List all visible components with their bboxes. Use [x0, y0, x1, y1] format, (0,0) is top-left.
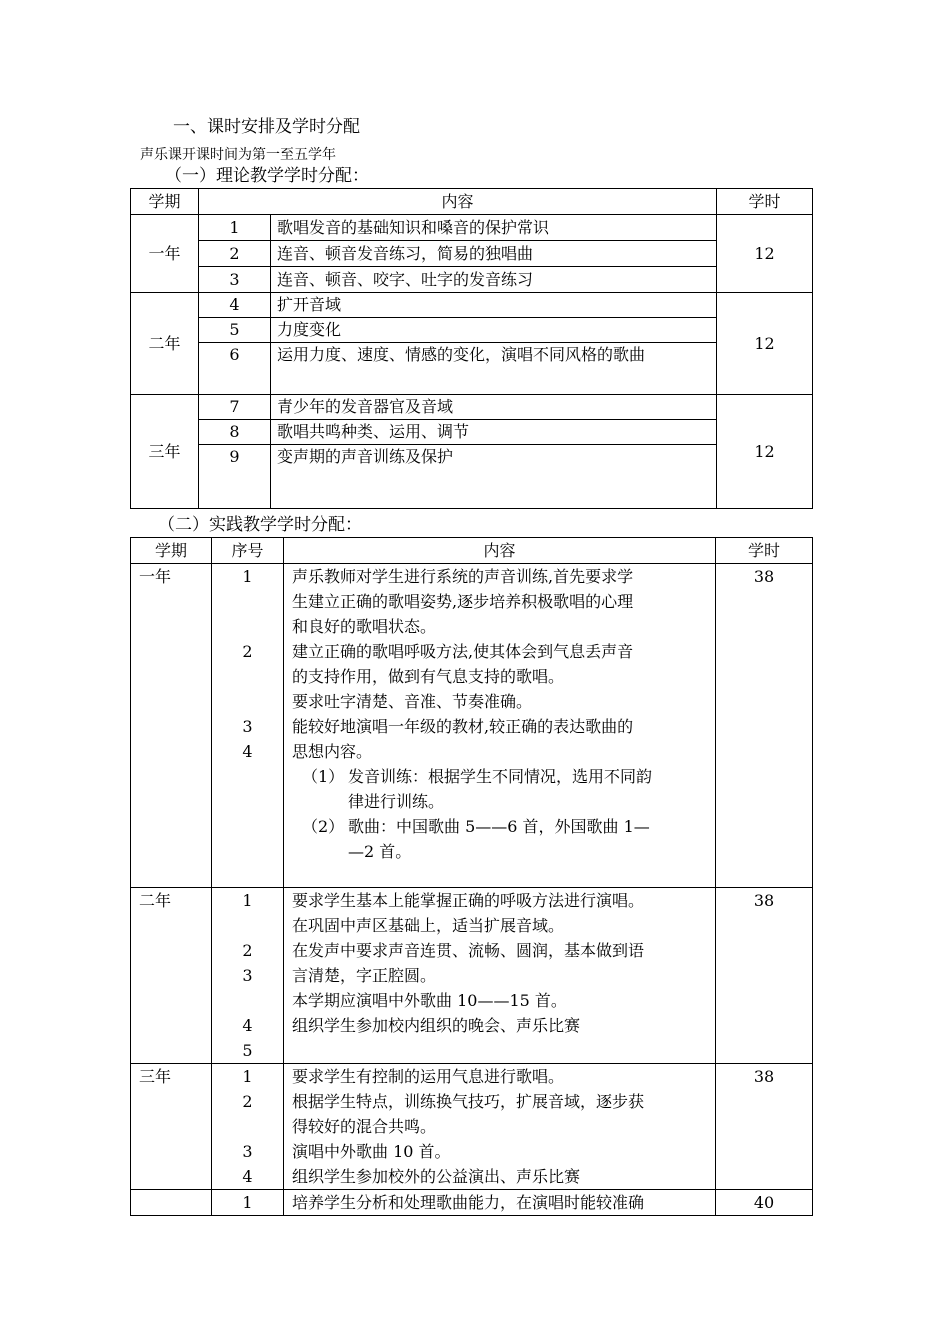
practice-table — [130, 537, 813, 1216]
content-line — [292, 1038, 711, 1063]
number-cell — [212, 1190, 284, 1216]
subitem-mark: （2） — [302, 817, 345, 836]
item-number: 9 — [199, 445, 271, 509]
item-text: 变声期的声音训练及保护 — [271, 445, 717, 509]
line-number: 2 — [242, 941, 253, 960]
content-line: 组织学生参加校外的公益演出、声乐比赛 — [292, 1167, 581, 1186]
subitem-line: 发音训练：根据学生不同情况，选用不同韵 — [348, 767, 653, 786]
content-line: 得较好的混合共鸣。 — [292, 1117, 437, 1136]
semester-cell: 一年 — [131, 215, 199, 293]
theory-header-row — [131, 189, 813, 215]
table-row — [131, 293, 813, 318]
content-line: 演唱中外歌曲 10 首。 — [292, 1142, 451, 1161]
hours-cell: 38 — [716, 564, 813, 888]
content-cell — [284, 1064, 716, 1190]
semester-cell: 二年 — [131, 293, 199, 395]
item-text: 歌唱发音的基础知识和嗓音的保护常识 — [271, 215, 717, 241]
table-row — [131, 1064, 813, 1190]
number-cell — [212, 1064, 284, 1190]
semester-cell: 三年 — [131, 1064, 212, 1190]
intro-text: 声乐课开课时间为第一至五学年 — [140, 147, 336, 163]
content-line: 要求学生基本上能掌握正确的呼吸方法进行演唱。 — [292, 891, 645, 910]
item-text: 运用力度、速度、情感的变化，演唱不同风格的歌曲 — [271, 343, 717, 395]
table-row — [131, 395, 813, 420]
line-number — [212, 913, 283, 938]
section-title: 一、课时安排及学时分配 — [173, 117, 360, 137]
content-line: 在发声中要求声音连贯、流畅、圆润，基本做到语 — [292, 941, 645, 960]
header-semester: 学期 — [131, 538, 212, 564]
header-hours: 学时 — [717, 189, 813, 215]
practice-title: （二）实践教学学时分配： — [158, 515, 362, 535]
semester-cell: 一年 — [131, 564, 212, 888]
hours-cell: 12 — [717, 215, 813, 293]
content-line: 组织学生参加校内组织的晚会、声乐比赛 — [292, 1016, 581, 1035]
semester-cell: 二年 — [131, 888, 212, 1064]
line-number: 2 — [242, 642, 253, 661]
table-row — [131, 267, 813, 293]
content-line: 言清楚，字正腔圆。 — [292, 966, 437, 985]
theory-title: （一）理论教学学时分配： — [165, 166, 369, 186]
hours-cell: 38 — [716, 888, 813, 1064]
item-number: 3 — [199, 267, 271, 293]
line-number — [212, 1114, 283, 1139]
line-number — [212, 988, 283, 1013]
content-cell — [284, 888, 716, 1064]
item-text: 青少年的发音器官及音域 — [271, 395, 717, 420]
table-row — [131, 564, 813, 888]
content-line: 的支持作用，做到有气息支持的歌唱。 — [292, 667, 565, 686]
subitem-line: —2 首。 — [348, 842, 412, 861]
subitem — [292, 814, 711, 864]
content-cell — [284, 1190, 716, 1216]
line-number: 3 — [242, 717, 253, 736]
content-line: 培养学生分析和处理歌曲能力，在演唱时能较准确 — [292, 1193, 645, 1212]
number-cell — [212, 888, 284, 1064]
line-number: 1 — [242, 1193, 253, 1212]
line-number — [212, 589, 283, 614]
subitem-mark: （1） — [302, 767, 345, 786]
content-line: 要求吐字清楚、音准、节奏准确。 — [292, 692, 533, 711]
item-number: 1 — [199, 215, 271, 241]
item-number: 4 — [199, 293, 271, 318]
table-row — [131, 888, 813, 1064]
line-number: 1 — [242, 567, 253, 586]
item-text: 连音、顿音、咬字、吐字的发音练习 — [271, 267, 717, 293]
line-number: 1 — [242, 1067, 253, 1086]
table-row — [131, 241, 813, 267]
content-line: 根据学生特点，训练换气技巧，扩展音域，逐步获 — [292, 1092, 645, 1111]
line-number: 4 — [242, 1016, 253, 1035]
line-number — [212, 614, 283, 639]
content-line: 声乐教师对学生进行系统的声音训练,首先要求学 — [292, 567, 634, 586]
item-number: 6 — [199, 343, 271, 395]
practice-header-row — [131, 538, 813, 564]
content-line: 和良好的歌唱状态。 — [292, 617, 437, 636]
line-number: 1 — [242, 891, 253, 910]
content-cell — [284, 564, 716, 888]
header-content: 内容 — [199, 189, 717, 215]
content-line: 思想内容。 — [292, 742, 373, 761]
hours-cell: 12 — [717, 395, 813, 509]
line-number: 4 — [242, 1167, 253, 1186]
hours-cell: 40 — [716, 1190, 813, 1216]
subitem-line: 律进行训练。 — [348, 792, 445, 811]
content-line: 建立正确的歌唱呼吸方法,使其体会到气息丢声音 — [292, 642, 634, 661]
number-cell — [212, 564, 284, 888]
table-row — [131, 445, 813, 509]
item-text: 歌唱共鸣种类、运用、调节 — [271, 420, 717, 445]
line-number: 5 — [242, 1041, 253, 1060]
header-semester: 学期 — [131, 189, 199, 215]
item-text: 扩开音域 — [271, 293, 717, 318]
subitem-line: 歌曲：中国歌曲 5——6 首，外国歌曲 1— — [348, 817, 650, 836]
item-number: 7 — [199, 395, 271, 420]
line-number — [212, 664, 283, 689]
content-line: 本学期应演唱中外歌曲 10——15 首。 — [292, 991, 567, 1010]
item-text: 连音、顿音发音练习，简易的独唱曲 — [271, 241, 717, 267]
table-row — [131, 215, 813, 241]
line-number: 4 — [242, 742, 253, 761]
line-number — [212, 689, 283, 714]
header-hours: 学时 — [716, 538, 813, 564]
semester-cell — [131, 1190, 212, 1216]
content-line: 在巩固中声区基础上，适当扩展音域。 — [292, 916, 565, 935]
item-number: 8 — [199, 420, 271, 445]
content-line: 生建立正确的歌唱姿势,逐步培养积极歌唱的心理 — [292, 592, 634, 611]
header-content: 内容 — [284, 538, 716, 564]
item-number: 5 — [199, 318, 271, 343]
table-row — [131, 1190, 813, 1216]
semester-cell: 三年 — [131, 395, 199, 509]
subitem — [292, 764, 711, 814]
hours-cell: 12 — [717, 293, 813, 395]
line-number: 3 — [242, 1142, 253, 1161]
item-text: 力度变化 — [271, 318, 717, 343]
content-line: 能较好地演唱一年级的教材,较正确的表达歌曲的 — [292, 717, 634, 736]
line-number: 2 — [242, 1092, 253, 1111]
table-row — [131, 420, 813, 445]
table-row — [131, 318, 813, 343]
item-number: 2 — [199, 241, 271, 267]
table-row — [131, 343, 813, 395]
header-number: 序号 — [212, 538, 284, 564]
content-line: 要求学生有控制的运用气息进行歌唱。 — [292, 1067, 565, 1086]
hours-cell: 38 — [716, 1064, 813, 1190]
line-number: 3 — [242, 966, 253, 985]
theory-table — [130, 188, 813, 509]
